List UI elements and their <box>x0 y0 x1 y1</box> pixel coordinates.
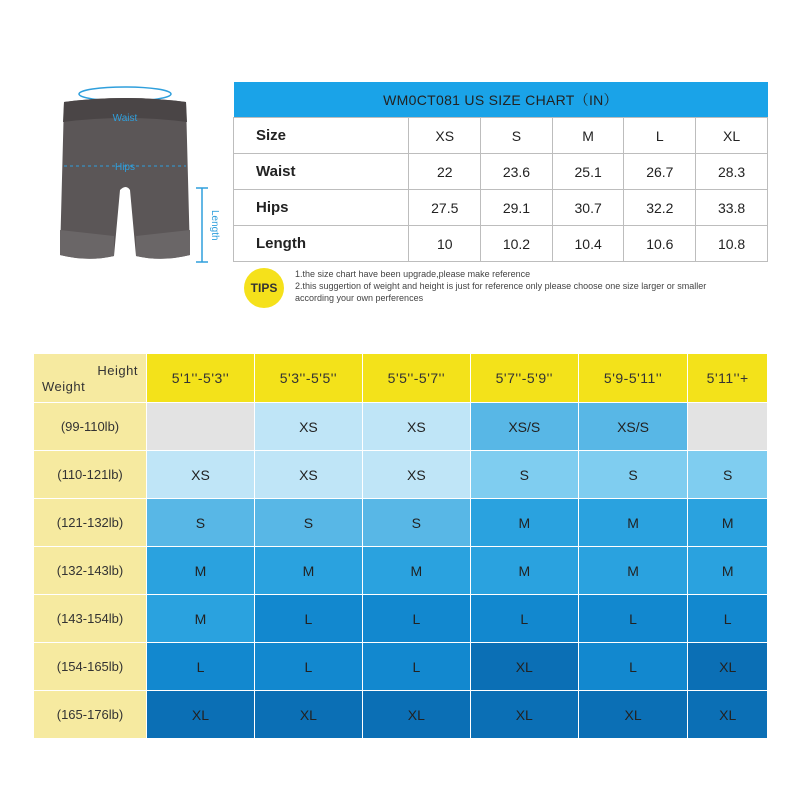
fit-grid-row <box>34 499 768 547</box>
size-chart-header-cell: XL <box>696 118 768 154</box>
weight-label-cell: (165-176lb) <box>34 691 147 739</box>
tips-text <box>295 268 735 304</box>
fit-grid-row <box>34 547 768 595</box>
fit-cell: M <box>470 547 578 595</box>
size-chart-title: WM0CT081 US SIZE CHART（IN） <box>234 82 768 118</box>
weight-label-cell: (154-165lb) <box>34 643 147 691</box>
fit-cell: XL <box>362 691 470 739</box>
fit-cell: S <box>254 499 362 547</box>
fit-cell: XL <box>147 691 255 739</box>
weight-label-cell: (121-132lb) <box>34 499 147 547</box>
fit-cell: XL <box>578 691 688 739</box>
fit-cell: L <box>578 595 688 643</box>
fit-cell: XL <box>470 691 578 739</box>
height-header-cell: 5'11''+ <box>688 354 768 403</box>
size-chart-cell: 27.5 <box>409 190 481 226</box>
size-chart-header-cell: XS <box>409 118 481 154</box>
fit-cell <box>688 403 768 451</box>
height-header-cell: 5'3''-5'5'' <box>254 354 362 403</box>
fit-grid-corner <box>34 354 147 403</box>
size-chart-header-row <box>234 118 768 154</box>
size-chart-cell: 28.3 <box>696 154 768 190</box>
size-chart-header-cell: M <box>552 118 624 154</box>
fit-cell: L <box>578 643 688 691</box>
fit-cell: XS/S <box>578 403 688 451</box>
fit-grid-row <box>34 595 768 643</box>
fit-cell: M <box>688 547 768 595</box>
height-header-cell: 5'7''-5'9'' <box>470 354 578 403</box>
fit-cell <box>147 403 255 451</box>
fit-grid-row <box>34 643 768 691</box>
size-chart-cell: 10.4 <box>552 226 624 262</box>
fit-cell: M <box>362 547 470 595</box>
size-chart-header-cell: S <box>481 118 553 154</box>
fit-cell: XS <box>147 451 255 499</box>
size-chart-cell: 23.6 <box>481 154 553 190</box>
height-header-cell: 5'1''-5'3'' <box>147 354 255 403</box>
fit-cell: XL <box>688 643 768 691</box>
corner-weight-label: Weight <box>42 379 86 394</box>
size-chart-cell: 26.7 <box>624 154 696 190</box>
height-header-cell: 5'9-5'11'' <box>578 354 688 403</box>
weight-label-cell: (132-143lb) <box>34 547 147 595</box>
fit-cell: M <box>254 547 362 595</box>
fit-cell: L <box>254 643 362 691</box>
fit-cell: M <box>147 547 255 595</box>
fit-cell: M <box>578 547 688 595</box>
fit-cell: S <box>362 499 470 547</box>
fit-cell: L <box>362 595 470 643</box>
size-chart-cell: 10.2 <box>481 226 553 262</box>
fit-cell: XS <box>362 451 470 499</box>
fit-grid-table <box>33 353 768 739</box>
fit-cell: S <box>688 451 768 499</box>
size-chart-cell: 10 <box>409 226 481 262</box>
corner-height-label: Height <box>97 363 138 378</box>
tips-line-1: 1.the size chart have been upgrade,please make reference <box>295 269 531 279</box>
fit-cell: XS <box>362 403 470 451</box>
fit-cell: L <box>688 595 768 643</box>
fit-cell: L <box>147 643 255 691</box>
size-chart-cell: 10.8 <box>696 226 768 262</box>
fit-cell: L <box>254 595 362 643</box>
size-chart-header-cell: Size <box>234 118 409 154</box>
fit-cell: M <box>470 499 578 547</box>
shorts-illustration <box>50 80 220 280</box>
size-chart-cell: Length <box>234 226 409 262</box>
size-chart-cell: 10.6 <box>624 226 696 262</box>
tips-line-2: 2.this suggertion of weight and height is just for reference only please choose one size larger or smaller according your own perferences <box>295 281 707 303</box>
size-chart-cell: 32.2 <box>624 190 696 226</box>
size-chart-table <box>233 82 768 262</box>
fit-cell: XS <box>254 403 362 451</box>
fit-cell: S <box>147 499 255 547</box>
fit-cell: XL <box>254 691 362 739</box>
size-chart-cell: 22 <box>409 154 481 190</box>
size-chart-cell: Hips <box>234 190 409 226</box>
size-chart-cell: 29.1 <box>481 190 553 226</box>
weight-label-cell: (143-154lb) <box>34 595 147 643</box>
weight-label-cell: (110-121lb) <box>34 451 147 499</box>
fit-cell: M <box>578 499 688 547</box>
fit-cell: S <box>578 451 688 499</box>
weight-label-cell: (99-110lb) <box>34 403 147 451</box>
fit-cell: XL <box>470 643 578 691</box>
size-chart-row <box>234 226 768 262</box>
size-chart-cell: Waist <box>234 154 409 190</box>
size-chart-cell: 30.7 <box>552 190 624 226</box>
size-chart-cell: 33.8 <box>696 190 768 226</box>
fit-cell: S <box>470 451 578 499</box>
fit-cell: XS <box>254 451 362 499</box>
fit-cell: M <box>688 499 768 547</box>
fit-cell: XL <box>688 691 768 739</box>
hips-label: Hips <box>114 162 136 173</box>
height-header-cell: 5'5''-5'7'' <box>362 354 470 403</box>
fit-cell: M <box>147 595 255 643</box>
fit-cell: XS/S <box>470 403 578 451</box>
waist-label: Waist <box>112 113 138 124</box>
length-label: Length <box>209 210 220 241</box>
fit-grid-row <box>34 691 768 739</box>
fit-cell: L <box>470 595 578 643</box>
fit-grid-row <box>34 403 768 451</box>
size-chart-cell: 25.1 <box>552 154 624 190</box>
fit-grid-row <box>34 451 768 499</box>
size-chart-row <box>234 190 768 226</box>
size-chart-header-cell: L <box>624 118 696 154</box>
fit-grid-header-row <box>34 354 768 403</box>
size-chart-row <box>234 154 768 190</box>
tips-badge: TIPS <box>244 268 284 308</box>
fit-cell: L <box>362 643 470 691</box>
